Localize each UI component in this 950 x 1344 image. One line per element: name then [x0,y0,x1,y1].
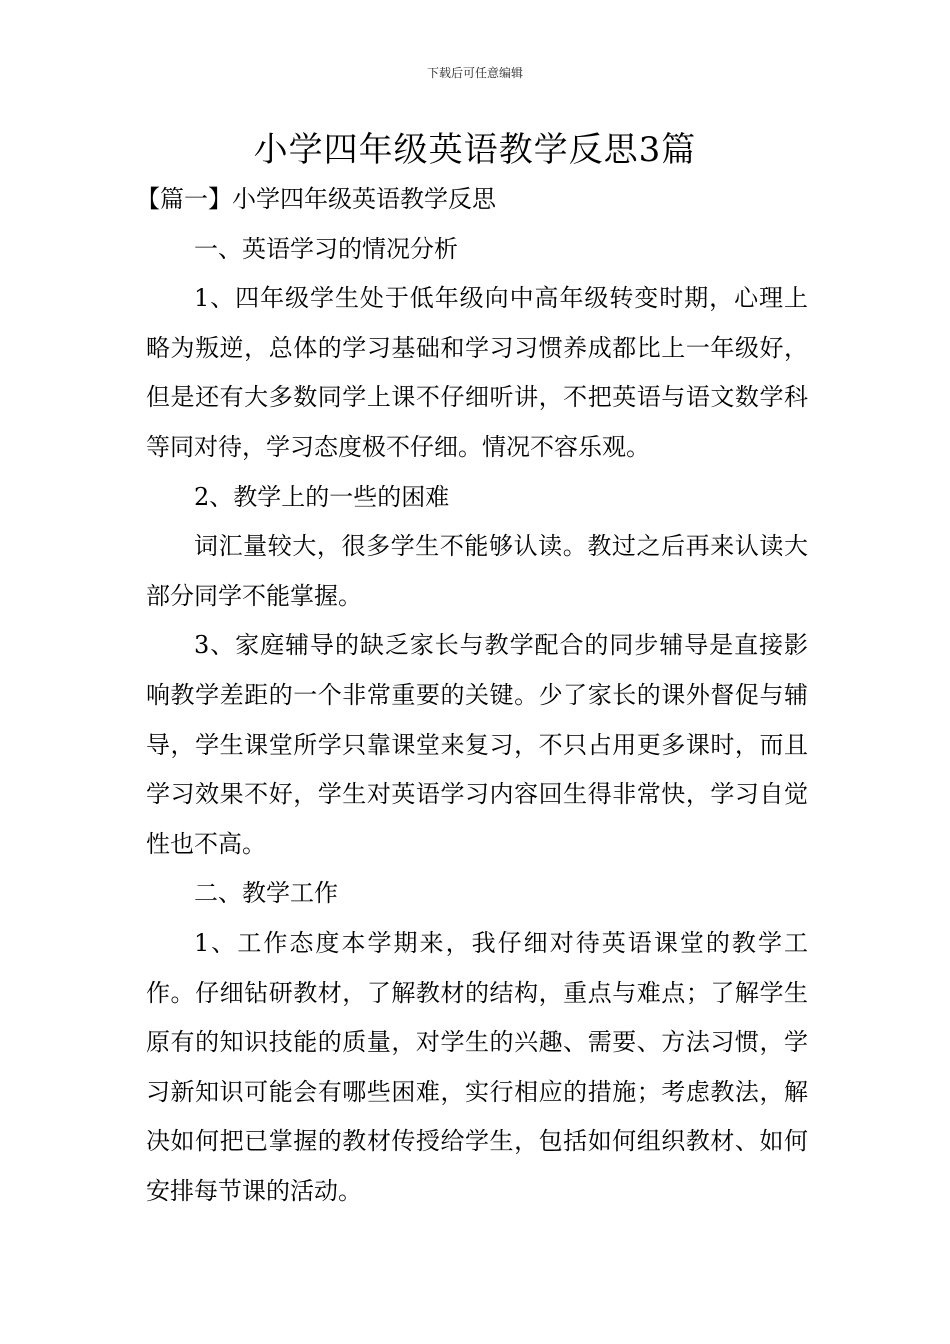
paragraph: 1、工作态度本学期来，我仔细对待英语课堂的教学工作。仔细钻研教材，了解教材的结构，重点与难点；了解学生原有的知识技能的质量，对学生的兴趣、需要、方法习惯，学习新知识可能会有哪些困难，实行相应的措施；考虑教法，解决如何把已掌握的教材传授给学生，包括如何组织教材、如何安排每节课的活动。 [146,928,808,1205]
paragraph: 词汇量较大，很多学生不能够认读。教过之后再来认读大部分同学不能掌握。 [146,532,808,610]
header-note: 下载后可任意编辑 [426,66,523,80]
paragraph: 一、英语学习的情况分析 [194,234,458,263]
paragraph: 1、四年级学生处于低年级向中高年级转变时期，心理上略为叛逆，总体的学习基础和学习习惯养成都比上一年级好，但是还有大多数同学上课不仔细听讲，不把英语与语文数学科等同对待，学习态度极不仔细。情况不容乐观。 [146,284,808,461]
section-heading: 【篇一】小学四年级英语教学反思 [136,185,496,213]
paragraph: 3、家庭辅导的缺乏家长与教学配合的同步辅导是直接影响教学差距的一个非常重要的关键。少了家长的课外督促与辅导，学生课堂所学只靠课堂来复习，不只占用更多课时，而且学习效果不好，学生对英语学习内容回生得非常快，学习自觉性也不高。 [146,631,808,858]
document-title: 小学四年级英语教学反思3篇 [253,130,697,170]
paragraph: 2、教学上的一些的困难 [194,482,450,511]
paragraph: 二、教学工作 [194,879,338,908]
document-body [136,175,808,1216]
